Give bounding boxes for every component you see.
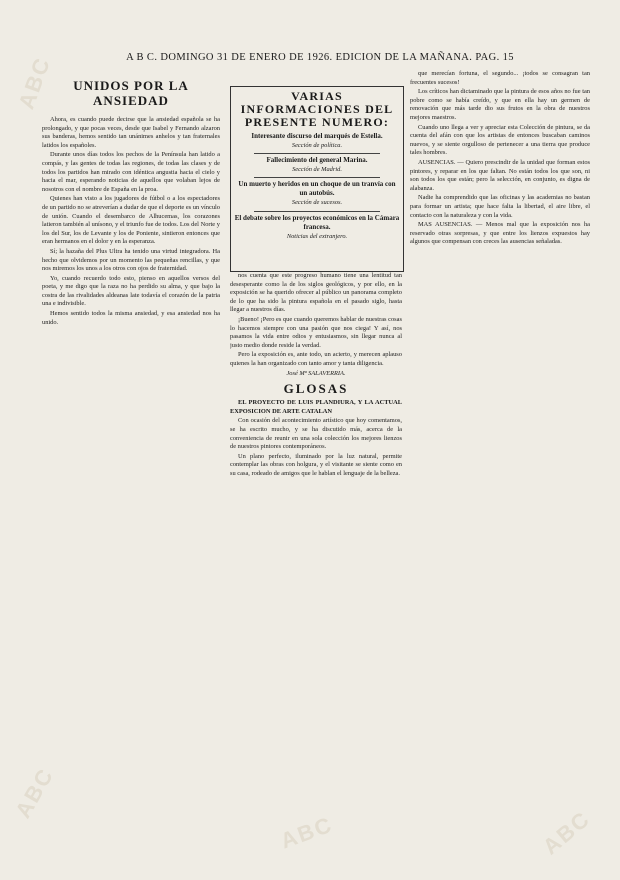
abc-watermark: ABC [277,811,337,854]
abc-watermark: ABC [10,763,59,823]
paragraph: Pero la exposición es, ante todo, un acierto, y merecen aplauso quienes la han organizado con tanto amor y tanta diligencia. [230,351,402,367]
box-item-head: Interesante discurso del marqués de Estella. [251,132,383,140]
paragraph: ¡Bueno! ¡Pero es que cuando queremos hablar de nuestras cosas lo hacemos siempre con una pasión que nos ciega! Y así, nos pasamos la vida entre odios y entusiasmos, sin llegar nunca al justo medio donde reside la verdad. [230,315,402,349]
signature: José Mª SALAVERRIA. [286,369,346,377]
paragraph: que merecían fortuna, el segundo... ¡todos se consagran tan frecuentes sucesos! [410,70,590,86]
paragraph: Con ocasión del acontecimiento artístico que hoy comentamos, se ha escrito mucho, y se ha discutido más, acerca de la conveniencia de reunir en una sola colección los mejores lienzos de nuestros pintores contemporáneos. [230,417,402,451]
glosa-title: EL PROYECTO DE LUIS PLANDIURA, Y LA ACTUAL EXPOSICION DE ARTE CATALAN [230,399,402,415]
article-title: UNIDOS POR LA ANSIEDAD [73,78,189,108]
paragraph: AUSENCIAS. — Quiero prescindir de la unidad que forman estos pintores, y reparar en los que faltan. No están todos los que son, ni son todos los que están; pero la selección, en conjunto, es digna de alabanza. [410,158,590,192]
abc-watermark: ABC [13,53,56,113]
paragraph: Yo, cuando recuerdo todo esto, pienso en aquellos versos del poeta, y me digo que la raza no ha perdido su alma, y que bajo la costra de las rivalidades aldeanas late todavía el corazón de la patria una e indivisible. [42,274,220,308]
paragraph: Ahora, es cuando puede decirse que la ansiedad española se ha prolongado, y que pocas veces, desde que Isabel y Fernando alzaron sus banderas, hemos sentido tan unánimes anhelos y tan fraternales latidos los españoles. [42,116,220,149]
informaciones-box [230,86,404,272]
page-header: A B C. DOMINGO 31 DE ENERO DE 1926. EDICION DE LA MAÑANA. PAG. 15 [126,52,514,63]
divider [254,153,380,154]
box-item-head: El debate sobre los proyectos económicos en la Cámara francesa. [234,213,400,231]
section-title-glosas: GLOSAS [283,381,349,397]
box-item-section: Sección de política. [291,142,343,149]
paragraph: Hemos sentido todos la misma ansiedad, y esa ansiedad nos ha unido. [42,310,220,326]
column-1 [42,70,220,855]
paragraph: Un plano perfecto, iluminado por la luz natural, permite contemplar las obras con holgura, y el visitante se siente como en su casa, rodeado de amigos que le hablan el lenguaje de la belleza. [230,452,402,477]
paragraph: Los críticos han dictaminado que la pintura de esos años no fue tan pobre como se había creído, y que en ella hay un germen de renovación que más tarde dio sus frutos en la obra de nuestros mejores maestros. [410,88,590,121]
paragraph: Sí; la hazaña del Plus Ultra ha tenido una virtud integradora. Ha hecho que olvidemos por un momento las pequeñas rencillas, y que nos miremos los unos a los otros con ojos de fraternidad. [42,247,220,273]
box-item-section: Noticias del extranjero. [286,232,348,240]
box-item-section: Sección de Madrid. [292,166,342,174]
box-title: VARIAS INFORMACIONES DEL PRESENTE NUMERO: [240,89,394,129]
box-item-section: Sección de sucesos. [291,199,343,207]
column-3 [410,70,590,855]
paragraph: nos cuenta que este progreso humano tiene una lentitud tan desesperante como la de los siglos geológicos, y por ello, en la exposición se ha querido ofrecer al público un panorama completo de lo que ha sido la pintura española en el pasado siglo, hasta llegar a nuestros días. [230,272,402,314]
paragraph: MAS AUSENCIAS. — Menos mal que la exposición nos ha reservado otras sorpresas, y que entre los lienzos expuestos hay algunos que compensan con creces las ausencias señaladas. [410,221,590,246]
box-item-head: Un muerto y heridos en un choque de un tranvía con un autobús. [238,180,396,198]
column-2 [230,272,402,857]
box-item-head: Fallecimiento del general Marina. [266,156,368,165]
paragraph: Durante unos días todos los pechos de la Península han latido a compás, y las gentes de todas las regiones, de todas las clases y de todos los partidos han mirado con idéntica angustia hacia el cielo y hacia el mar, esperando noticias de aquellos que volaban lejos de nosotros con el nombre de España en la proa. [42,151,220,193]
paragraph: Nadie ha comprendido que las oficinas y las academias no bastan para formar un artista; que hace falta la libertad, el aire libre, el contacto con la naturaleza y con la vida. [410,194,590,219]
divider [254,211,380,212]
abc-watermark: ABC [537,805,596,860]
paragraph: Quienes han visto a los jugadores de fútbol o a los espectadores de un partido no se atreverían a dudar de que el deporte es un vínculo de unión. Cuando el desembarco de Alhucemas, los corazones latieron también al unísono, y el triunfo fue de todos. Los del Norte y los del Sur, los de Levante y los de Poniente, sintieron entonces que eran hermanos en el dolor y en la esperanza. [42,195,220,246]
paragraph: Cuando uno llega a ver y apreciar esta Colección de pintura, se da cuenta del afán con que los artistas de entonces buscaban caminos nuevos, y se siente orgulloso de pertenecer a una tierra que produce tales hombres. [410,123,590,157]
divider [254,177,380,178]
